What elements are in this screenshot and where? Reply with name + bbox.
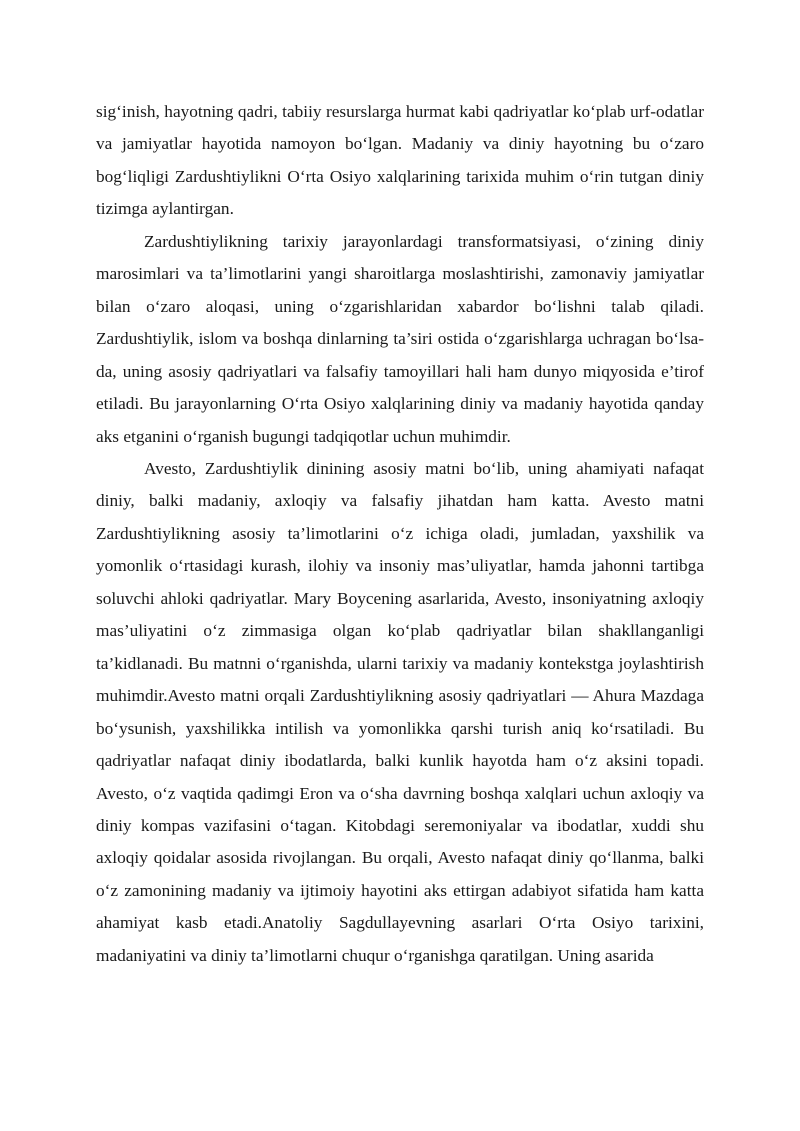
- paragraph-1: sig‘inish, hayotning qadri, tabiiy resurslarga hurmat kabi qadriyatlar ko‘plab urf-odatlar va jamiyatlar hayotida namoyon bo‘lgan. Madaniy va diniy hayotning bu o‘zaro bog‘liqligi Zardushtiylikni O‘rta Osiyo xalqlarining tarixida muhim o‘rin tutgan diniy tizimga aylantirgan.: [96, 102, 704, 219]
- paragraph-2: Zardushtiylikning tarixiy jarayonlardagi transformatsiyasi, o‘zining diniy marosimlari va ta’limotlarini yangi sharoitlarga moslashtirishi, zamonaviy jamiyatlar bilan o‘zaro aloqasi, uning o‘zgarishlaridan xabardor bo‘lishni talab qiladi. Zardushtiylik, islom va boshqa dinlarning ta’siri ostida o‘zgarishlarga uchragan bo‘lsa-da, uning asosiy qadriyatlari va falsafiy tamoyillari hali ham dunyo miqyosida e’tirof etiladi. Bu jarayonlarning O‘rta Osiyo xalqlarining diniy va madaniy hayotida qanday aks etganini o‘rganish bugungi tadqiqotlar uchun muhimdir.: [96, 231, 704, 446]
- document-page: [96, 96, 704, 972]
- paragraph-3: Avesto, Zardushtiylik dinining asosiy matni bo‘lib, uning ahamiyati nafaqat diniy, balki madaniy, axloqiy va falsafiy jihatdan ham katta. Avesto matni Zardushtiylikning asosiy ta’limotlarini o‘z ichiga oladi, jumladan, yaxshilik va yomonlik o‘rtasidagi kurash, ilohiy va insoniy mas’uliyatlar, hamda jahonni tartibga soluvchi ahloki qadriyatlar. Mary Boycening asarlarida, Avesto, insoniyatning axloqiy mas’uliyatini o‘z zimmasiga olgan ko‘plab qadriyatlar bilan shakllanganligi ta’kidlanadi. Bu matnni o‘rganishda, ularni tarixiy va madaniy kontekstga joylashtirish muhimdir.Avesto matni orqali Zardushtiylikning asosiy qadriyatlari — Ahura Mazdaga bo‘ysunish, yaxshilikka intilish va yomonlikka qarshi turish aniq ko‘rsatiladi. Bu qadriyatlar nafaqat diniy ibodatlarda, balki kunlik hayotda ham o‘z aksini topadi. Avesto, o‘z vaqtida qadimgi Eron va o‘sha davrning boshqa xalqlari uchun axloqiy va diniy kompas vazifasini o‘tagan. Kitobdagi seremoniyalar va ibodatlar, xuddi shu axloqiy qoidalar asosida rivojlangan. Bu orqali, Avesto nafaqat diniy qo‘llanma, balki o‘z zamonining madaniy va ijtimoiy hayotini aks ettirgan adabiyot sifatida ham katta ahamiyat kasb etadi.Anatoliy Sagdullayevning asarlari O‘rta Osiyo tarixini, madaniyatini va diniy ta’limotlarni chuqur o‘rganishga qaratilgan. Uning asarida: [96, 458, 704, 965]
